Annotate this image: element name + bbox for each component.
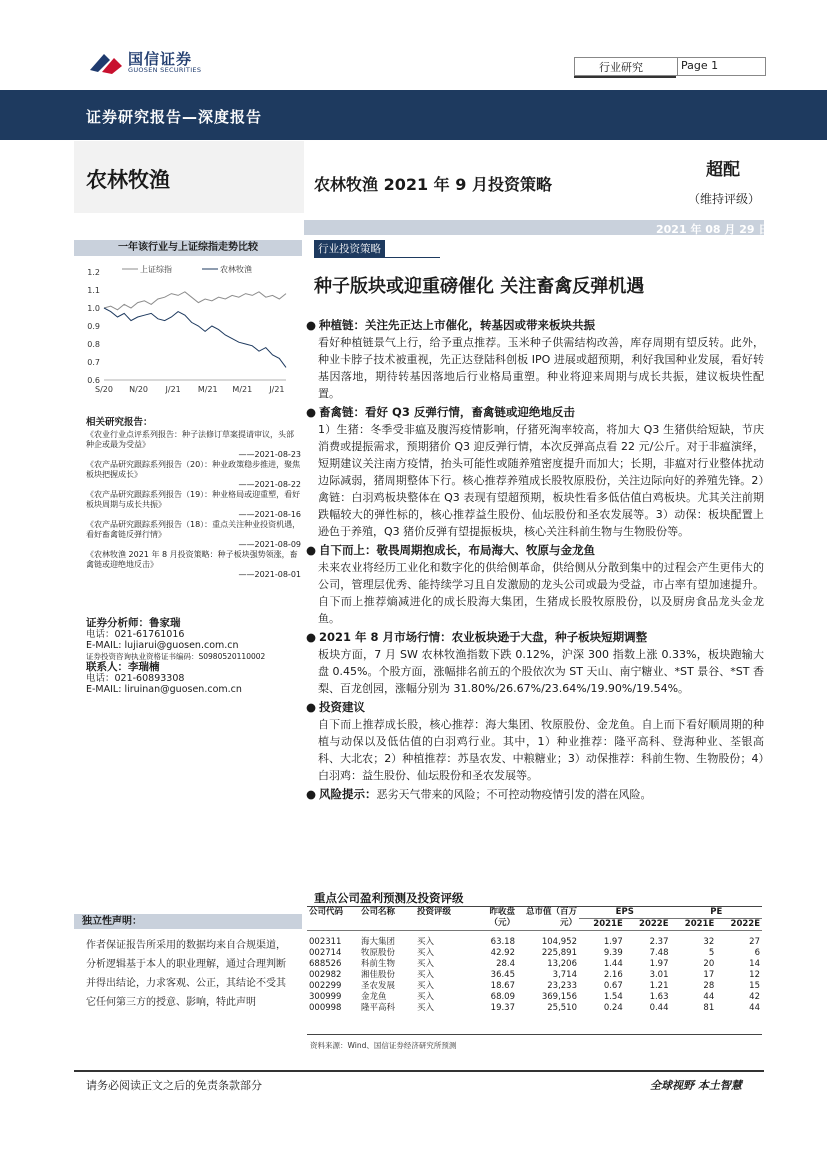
table-cell: 买入: [417, 937, 435, 947]
section-heading: ● 2021 年 8 月市场行情：农业板块逊于大盘，种子板块短期调整: [306, 629, 764, 646]
table-cell: 0.44: [649, 1003, 669, 1013]
table-cell: 28.4: [496, 959, 515, 969]
column-header: 2021E: [671, 919, 717, 931]
table-row: [307, 1003, 762, 1014]
table-cell: 20: [703, 959, 715, 969]
y-tick-label: 1.2: [87, 268, 100, 277]
table-cell: 002714: [309, 948, 342, 958]
rating-note: （维持评级）: [688, 192, 761, 206]
table-cell: 18.67: [490, 981, 515, 991]
table-row: [307, 981, 762, 992]
table-cell: 32: [703, 937, 715, 947]
table-cell: 3,714: [552, 970, 577, 980]
table-cell: 17: [703, 970, 715, 980]
page-number: Page 1: [681, 59, 719, 72]
table-cell: 104,952: [541, 937, 577, 947]
rating: 超配: [706, 160, 740, 180]
table-cell: 1.44: [603, 959, 623, 969]
section-heading: ● 种植链：关注先正达上市催化，转基因或带来板块共振: [306, 317, 764, 334]
related-report-item[interactable]: 《农林牧渔 2021 年 8 月投资策略：种子板块强势领涨，畜禽链或迎绝地反击》: [86, 550, 298, 569]
column-header: EPS: [579, 907, 671, 919]
section-body: 恶劣天气带来的风险；不可控动物疫情引发的潜在风险。: [376, 788, 652, 801]
section-body: 板块方面，7 月 SW 农林牧渔指数下跌 0.12%，沪深 300 指数上涨 0.33%，板块跑输大盘 0.45%。个股方面，涨幅排名前五的个股依次为 ST 天山、南宁糖业、*ST 景谷、*ST 香梨、百龙创园，涨幅分别为 31.80%/26.67%/23.64%/19.90%/19.54%。: [318, 648, 764, 695]
table-cell: 海大集团: [361, 937, 396, 947]
sector-name: 农林牧渔: [86, 168, 170, 192]
table-cell: 23,233: [547, 981, 577, 991]
table-cell: 688526: [309, 959, 342, 969]
footer-disclaimer: 请务必阅读正文之后的免责条款部分: [86, 1079, 262, 1092]
section-heading: ● 自下而上：敬畏周期抱成长，布局海大、牧原与金龙鱼: [306, 542, 764, 559]
table-cell: 14: [749, 959, 760, 969]
index-comparison-chart: [74, 258, 302, 402]
related-report-date: ——2021-08-22: [238, 480, 301, 489]
table-cell: 002311: [309, 937, 342, 947]
report-type: 证券研究报告—深度报告: [86, 108, 263, 126]
section-tag: 行业投资策略: [314, 240, 385, 257]
table-cell: 买入: [417, 970, 435, 980]
y-tick-label: 0.6: [87, 376, 100, 385]
column-header: PE: [671, 907, 763, 919]
y-tick-label: 0.8: [87, 340, 100, 349]
analyst-email[interactable]: E-MAIL: lujiarui@guosen.com.cn: [86, 640, 239, 651]
divider: [307, 1034, 762, 1035]
page-title: 农林牧渔 2021 年 9 月投资策略: [314, 175, 552, 194]
contact-email[interactable]: E-MAIL: liruinan@guosen.com.cn: [86, 684, 242, 695]
table-cell: 买入: [417, 981, 435, 991]
x-tick-label: J/21: [269, 385, 285, 394]
analyst-phone: 电话：021-61761016: [86, 629, 185, 640]
table-cell: 0.67: [603, 981, 623, 991]
independence-text: 作者保证报告所采用的数据均来自合规渠道，分析逻辑基于本人的职业理解，通过合理判断并得出结论，力求客观、公正，其结论不受其它任何第三方的授意、影响，特此声明: [86, 940, 286, 1008]
table-cell: 2.37: [649, 937, 669, 947]
table-cell: 圣农发展: [361, 981, 396, 991]
section-heading: ● 畜禽链：看好 Q3 反弹行情，畜禽链或迎绝地反击: [306, 404, 764, 421]
table-cell: 科前生物: [361, 959, 396, 969]
table-cell: 19.37: [490, 1003, 515, 1013]
table-cell: 金龙鱼: [361, 992, 387, 1002]
table-cell: 1.21: [649, 981, 669, 991]
forecast-table: [307, 907, 762, 1014]
related-report-date: ——2021-08-01: [238, 570, 301, 579]
section: [306, 542, 764, 627]
divider: [574, 76, 676, 78]
table-cell: 36.45: [490, 970, 515, 980]
table-cell: 隆平高科: [361, 1003, 396, 1013]
table-cell: 3.01: [649, 970, 669, 980]
contact-phone: 电话：021-60893308: [86, 673, 185, 684]
table-cell: 0.24: [603, 1003, 623, 1013]
logo-icon: [88, 48, 124, 76]
section: [306, 629, 764, 697]
table-cell: 44: [703, 992, 715, 1002]
section-body: 未来农业将经历工业化和数字化的供给侧革命，供给侧从分散到集中的过程会产生更伟大的公司，管理层优秀、能持续学习且自发激励的龙头公司或最为受益，市占率有望加速提升。自下而上推荐熵减进化的成长股海大集团，生猪成长股牧原股份，以及厨房食品龙头金龙鱼。: [318, 561, 764, 625]
section-heading: ● 风险提示：: [306, 787, 377, 801]
column-header: 2022E: [625, 919, 671, 931]
series-line: [104, 308, 286, 367]
table-cell: 13,206: [547, 959, 577, 969]
table-cell: 1.54: [603, 992, 623, 1002]
report-category: 行业研究: [599, 61, 643, 74]
footer-slogan: 全球视野 本土智慧: [650, 1079, 742, 1092]
table-cell: 000998: [309, 1003, 342, 1013]
logo-text-en: GUOSEN SECURITIES: [128, 66, 202, 74]
table-cell: 买入: [417, 1003, 435, 1013]
divider: [314, 257, 440, 258]
x-tick-label: M/21: [197, 385, 218, 394]
column-header: 公司名称: [359, 907, 415, 931]
y-tick-label: 0.7: [87, 358, 100, 367]
y-tick-label: 0.9: [87, 322, 100, 331]
section: [306, 786, 764, 803]
analyst-info: [86, 618, 301, 695]
table-cell: 42.92: [490, 948, 515, 958]
report-date: 2021 年 08 月 29 日: [656, 223, 770, 236]
related-title: 相关研究报告：: [86, 417, 153, 428]
legend-label: 上证综指: [140, 265, 172, 274]
table-row: [307, 931, 762, 949]
section: [306, 317, 764, 402]
header-info-box: [574, 57, 766, 76]
logo-text-cn: 国信证券: [128, 50, 193, 68]
table-cell: 买入: [417, 959, 435, 969]
series-line: [104, 292, 286, 310]
table-source: 资料来源：Wind、国信证券经济研究所预测: [310, 1041, 457, 1050]
table-cell: 1.97: [603, 937, 623, 947]
contact-name: 联系人：李瑞楠: [86, 661, 160, 673]
column-header: 昨收盘（元）: [469, 907, 517, 931]
related-report-item[interactable]: 《农产品研究跟踪系列报告（19）：种业格局或迎重塑，看好板块周期与成长共振》: [86, 490, 301, 509]
section: [306, 404, 764, 540]
divider: [74, 1070, 764, 1072]
table-cell: 2.16: [603, 970, 623, 980]
table-cell: 28: [703, 981, 715, 991]
table-row: [307, 959, 762, 970]
table-cell: 5: [708, 948, 715, 958]
table-cell: 买入: [417, 948, 435, 958]
table-cell: 225,891: [541, 948, 577, 958]
column-header: 2022E: [716, 919, 762, 931]
table-cell: 44: [749, 1003, 760, 1013]
section: [306, 699, 764, 784]
main-content: [306, 317, 764, 805]
table-cell: 6: [754, 948, 760, 958]
section-heading: ● 投资建议: [306, 699, 764, 716]
analyst-certificate: 证券投资咨询执业资格证书编码：S0980520110002: [86, 652, 266, 661]
table-cell: 牧原股份: [361, 948, 396, 958]
related-report-date: ——2021-08-23: [238, 450, 301, 459]
column-header: 总市值（百万元）: [517, 907, 579, 931]
related-report-date: ——2021-08-16: [238, 510, 301, 519]
table-cell: 300999: [309, 992, 342, 1002]
chart-title: 一年该行业与上证综指走势比较: [74, 240, 302, 256]
table-cell: 68.09: [490, 992, 515, 1002]
y-tick-label: 1.0: [87, 304, 100, 313]
table-cell: 12: [749, 970, 760, 980]
table-cell: 7.48: [649, 948, 669, 958]
x-tick-label: S/20: [95, 385, 113, 394]
table-cell: 002299: [309, 981, 342, 991]
table-cell: 1.63: [649, 992, 669, 1002]
divider: [677, 58, 678, 75]
related-report-item[interactable]: 《农产品研究跟踪系列报告（18）：重点关注种业投资机遇，看好畜禽链反弹行情》: [86, 520, 301, 539]
related-report-item[interactable]: 《农产品研究跟踪系列报告（20）：种业政策稳步推进，聚焦板块把握成长》: [86, 460, 301, 479]
table-cell: 9.39: [603, 948, 623, 958]
legend-label: 农林牧渔: [220, 265, 252, 274]
table-cell: 002982: [309, 970, 342, 980]
table-cell: 湘佳股份: [361, 970, 396, 980]
headline: 种子版块或迎重磅催化 关注畜禽反弹机遇: [314, 276, 645, 297]
table-cell: 63.18: [490, 937, 515, 947]
table-row: [307, 970, 762, 981]
column-header: 投资评级: [415, 907, 469, 931]
table-cell: 1.97: [649, 959, 669, 969]
x-tick-label: N/20: [129, 385, 149, 394]
column-header: 2021E: [579, 919, 625, 931]
table-cell: 27: [749, 937, 760, 947]
section-body: 看好种植链景气上行，给予重点推荐。玉米种子供需结构改善，库存周期有望反转。此外，种业卡脖子技术被重视，先正达登陆科创板 IPO 进展或超预期，利好我国种业发展，看好转基因落地，期待转基因落地后行业格局重塑。种业将迎来周期与成长共振，建议板块性配置。: [318, 336, 764, 400]
table-cell: 买入: [417, 992, 435, 1002]
table-cell: 25,510: [547, 1003, 577, 1013]
table-cell: 42: [749, 992, 760, 1002]
independence-title: 独立性声明：: [74, 914, 302, 929]
section-body: 1）生猪：冬季受非瘟及腹泻疫情影响，仔猪死淘率较高，将加大 Q3 生猪供给短缺，节庆消费或提振需求，预期猪价 Q3 迎反弹行情，本次反弹高点看 22 元/公斤。对于非瘟演绎，短期建议关注南方疫情，抬头可能性或随养殖密度提升而加大；长期，非瘟对行业整体扰动边际减弱，猪周期整体下行。核心推荐养殖成长股牧原股份，关注边际向好的养殖先锋。2）禽链：白羽鸡板块整体在 Q3 表现有望超预期，板块性看多低估值白鸡板块。尤其关注前期跌幅较大的弹性标的，核心推荐益生股份、仙坛股份和圣农发展等。3）动保：板块配置上逊色于养殖，Q3 猪价反弹有望提振板块，核心关注科前生物与生物股份等。: [318, 423, 764, 538]
related-reports: [86, 418, 301, 580]
analyst-name: 证券分析师：鲁家瑞: [86, 617, 181, 629]
y-tick-label: 1.1: [87, 286, 100, 295]
column-header: 公司代码: [307, 907, 359, 931]
related-report-item[interactable]: 《农业行业点评系列报告：种子法修订草案提请审议，头部种企或最为受益》: [86, 430, 294, 449]
table-cell: 81: [703, 1003, 715, 1013]
x-tick-label: J/21: [165, 385, 181, 394]
section-body: 自下而上推荐成长股，核心推荐：海大集团、牧原股份、金龙鱼。自上而下看好顺周期的种植与动保以及低估值的白羽鸡行业。其中，1）种业推荐：隆平高科、登海种业、荃银高科、大北农；2）种植推荐：苏垦农发、中粮糖业；3）动保推荐：科前生物、生物股份；4）白羽鸡：益生股份、仙坛股份和圣农发展等。: [318, 718, 764, 782]
table-title: 重点公司盈利预测及投资评级: [314, 891, 464, 905]
x-tick-label: M/21: [232, 385, 253, 394]
table-cell: 15: [749, 981, 760, 991]
related-report-date: ——2021-08-09: [238, 540, 301, 549]
table-cell: 369,156: [541, 992, 577, 1002]
table-row: [307, 992, 762, 1003]
table-row: [307, 948, 762, 959]
